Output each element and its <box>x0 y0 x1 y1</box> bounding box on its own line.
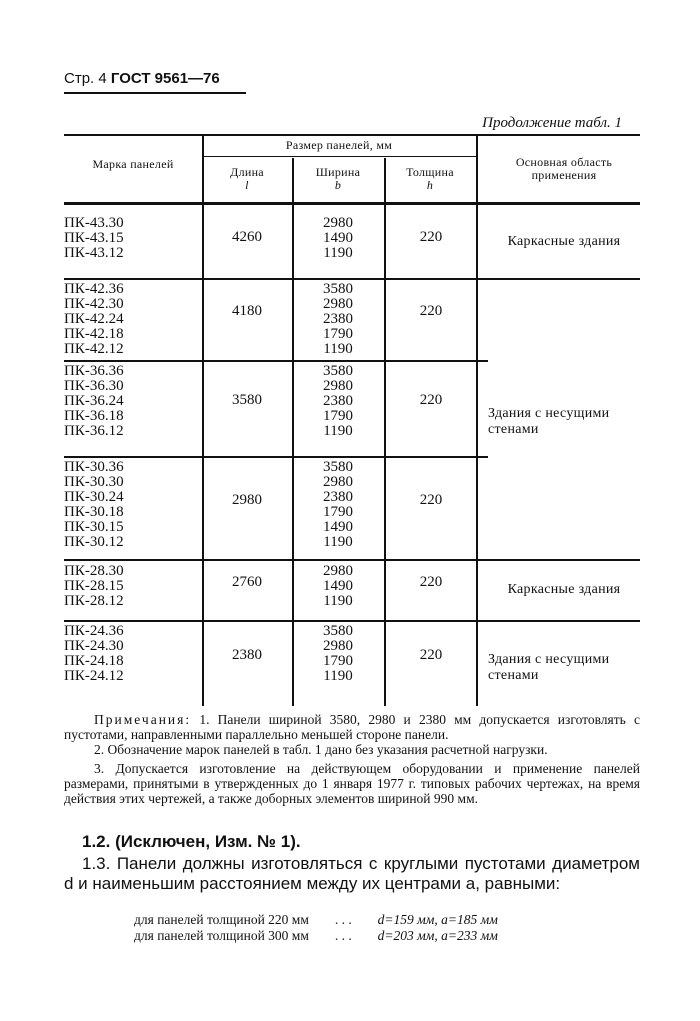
panel-thickness: 220 <box>419 574 443 590</box>
panel-thickness: 220 <box>419 303 443 319</box>
panel-widths: 3580 2980 2380 1790 1490 1190 <box>323 459 353 550</box>
application-frame-1: Каркасные здания <box>507 234 621 249</box>
row-rule-3 <box>64 456 488 458</box>
header-thickness <box>384 166 476 192</box>
diameter-a: a=185 мм <box>441 912 498 927</box>
diameter-d: d=203 мм, <box>377 928 438 943</box>
diameter-row-label: для панелей толщиной 300 мм <box>134 928 309 943</box>
diameter-d: d=159 мм, <box>377 912 438 927</box>
panel-widths: 2980 1490 1190 <box>323 563 353 609</box>
note-2: 2. Обозначение марок панелей в табл. 1 дано без указания расчетной нагрузки. <box>94 742 548 757</box>
panel-length: 4180 <box>232 303 262 319</box>
panel-marks: ПК-43.30 ПК-43.15 ПК-43.12 <box>64 215 124 261</box>
row-rule-2 <box>64 360 488 362</box>
diameter-row-dots: . . . <box>334 928 352 943</box>
page-header <box>64 70 220 87</box>
row-rule-app-1 <box>488 278 640 280</box>
panel-length: 4260 <box>232 229 262 245</box>
application-bearing-2: Здания с несущими стенами <box>488 652 610 683</box>
row-rule-1 <box>64 278 488 280</box>
panel-marks: ПК-42.36 ПК-42.30 ПК-42.24 ПК-42.18 ПК-42.12 <box>64 281 124 357</box>
section-1-2 <box>64 832 640 852</box>
panel-widths: 2980 1490 1190 <box>323 215 353 261</box>
header-length-label: Длина <box>230 165 264 179</box>
application-frame-2: Каркасные здания <box>507 582 621 597</box>
header-length <box>202 166 292 192</box>
panel-marks: ПК-28.30 ПК-28.15 ПК-28.12 <box>64 563 124 609</box>
panel-thickness: 220 <box>419 492 443 508</box>
section-1-3-text: 1.3. Панели должны изготовляться с круглыми пустотами диаметром d и наименьшим расстоянием между их центрами a, равными: <box>64 854 640 893</box>
section-1-3 <box>64 854 640 894</box>
doc-code: ГОСТ 9561—76 <box>110 70 220 87</box>
note-1-text: 1. Панели шириной 3580, 2980 и 2380 мм допускается изготовлять с пустотами, направленными параллельно меньшей стороне панели. <box>64 712 640 742</box>
panel-marks: ПК-30.36 ПК-30.30 ПК-30.24 ПК-30.18 ПК-30.15 ПК-30.12 <box>64 459 124 550</box>
diameter-row-300 <box>134 928 498 944</box>
note-1 <box>64 712 640 742</box>
header-bottom-rule <box>64 202 640 205</box>
vrule-1 <box>202 134 204 706</box>
header-width-symbol: b <box>334 178 342 192</box>
header-rule <box>64 92 246 94</box>
table-top-rule <box>64 134 640 136</box>
notes-title: Примечания: <box>94 712 192 727</box>
header-application: Основная область применения <box>515 155 613 182</box>
header-width-label: Ширина <box>315 165 361 179</box>
page-label: Стр. 4 <box>64 70 107 87</box>
panel-length: 2760 <box>232 574 262 590</box>
panel-thickness: 220 <box>419 392 443 408</box>
diameter-row-label: для панелей толщиной 220 мм <box>134 912 309 927</box>
panel-widths: 3580 2980 2380 1790 1190 <box>323 363 353 439</box>
panel-length: 2380 <box>232 647 262 663</box>
section-1-2-text: 1.2. (Исключен, Изм. № 1). <box>82 832 301 851</box>
header-width <box>292 166 384 192</box>
size-group-rule <box>202 156 476 157</box>
header-size-group: Размер панелей, мм <box>285 138 393 152</box>
header-thickness-symbol: h <box>426 178 434 192</box>
header-thickness-label: Толщина <box>406 165 454 179</box>
table-continuation: Продолжение табл. 1 <box>482 115 622 131</box>
panels-table <box>64 134 640 706</box>
panel-length: 2980 <box>232 492 262 508</box>
panel-thickness: 220 <box>419 229 443 245</box>
header-mark: Марка панелей <box>92 157 174 171</box>
note-3: 3. Допускается изготовление на действующем оборудовании и применение панелей размерами, принятыми в утвержденных до 1 января 1977 г. типовых рабочих чертежах, на время действия этих чертежей, а также доборных элементов шириной 990 мм. <box>64 761 640 806</box>
row-rule-4 <box>64 559 640 561</box>
panel-marks: ПК-24.36 ПК-24.30 ПК-24.18 ПК-24.12 <box>64 623 124 684</box>
table-notes <box>64 712 640 806</box>
header-length-symbol: l <box>245 178 249 192</box>
panel-widths: 3580 2980 1790 1190 <box>323 623 353 684</box>
row-rule-5 <box>64 620 640 622</box>
vrule-4 <box>476 134 478 706</box>
panel-marks: ПК-36.36 ПК-36.30 ПК-36.24 ПК-36.18 ПК-36.12 <box>64 363 124 439</box>
diameter-row-dots: . . . <box>334 912 352 927</box>
panel-widths: 3580 2980 2380 1790 1190 <box>323 281 353 357</box>
panel-length: 3580 <box>232 392 262 408</box>
diameter-row-220 <box>134 912 498 928</box>
application-bearing-1: Здания с несущими стенами <box>488 406 610 437</box>
diameter-a: a=233 мм <box>441 928 498 943</box>
diameter-list <box>134 912 498 944</box>
panel-thickness: 220 <box>419 647 443 663</box>
